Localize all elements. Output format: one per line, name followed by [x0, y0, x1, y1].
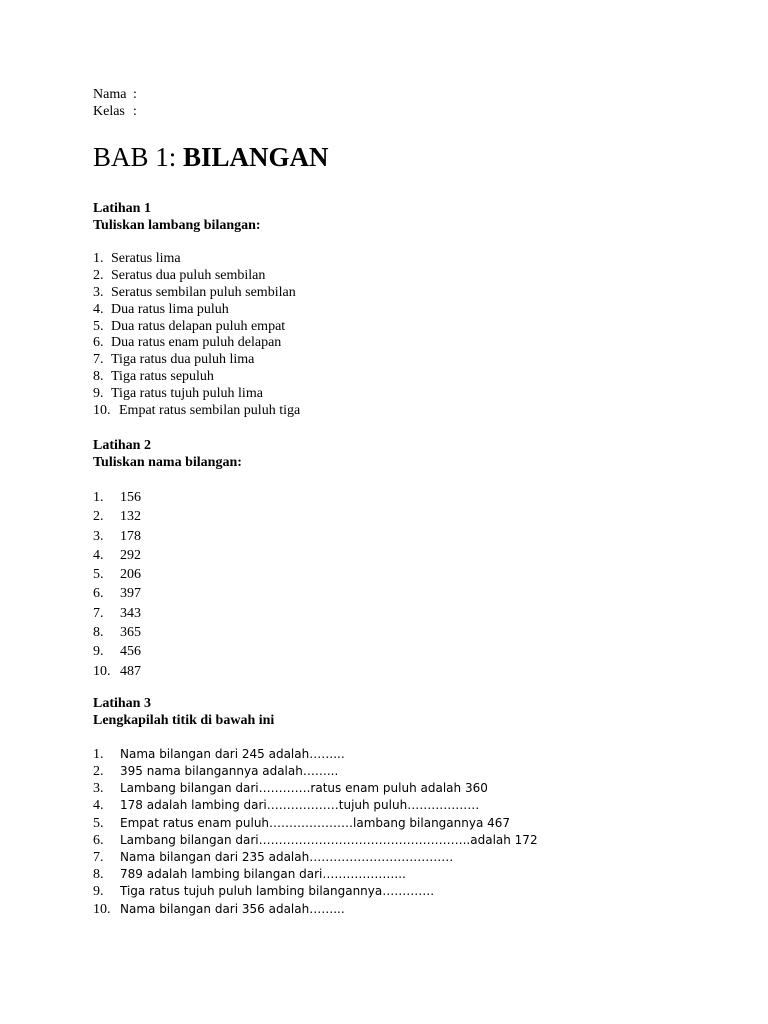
- item-text: Lambang bilangan dari………….ratus enam puluh adalah 360: [120, 781, 488, 796]
- item-text: Tiga ratus sepuluh: [111, 369, 214, 385]
- item-text: Nama bilangan dari 245 adalah……...: [120, 746, 345, 761]
- item-number: 10.: [93, 403, 111, 419]
- list-item: [93, 335, 733, 352]
- chapter-prefix: BAB 1:: [93, 142, 184, 172]
- list-item: [93, 815, 733, 832]
- item-number: 5.: [93, 567, 104, 583]
- item-text: Empat ratus sembilan puluh tiga: [119, 403, 301, 419]
- latihan-3-heading: Latihan 3: [93, 695, 151, 711]
- item-number: 9.: [93, 386, 104, 402]
- item-number: 8.: [93, 867, 104, 883]
- list-item: [93, 527, 733, 546]
- list-item: [93, 565, 733, 584]
- list-item: [93, 662, 733, 681]
- list-item: [93, 546, 733, 565]
- item-text: Seratus sembilan puluh sembilan: [111, 284, 296, 300]
- latihan-1-heading: Latihan 1: [93, 201, 151, 216]
- kelas-separator: :: [133, 104, 137, 119]
- item-text: Dua ratus lima puluh: [111, 301, 229, 317]
- nama-label: Nama: [93, 87, 127, 102]
- list-item: [93, 319, 733, 336]
- nama-separator: :: [133, 87, 137, 102]
- item-number: 10.: [93, 663, 111, 679]
- list-item: [93, 403, 733, 420]
- item-text: 156: [120, 489, 141, 505]
- item-number: 2.: [93, 764, 104, 780]
- item-text: Nama bilangan dari 356 adalah……...: [120, 901, 345, 916]
- item-number: 4.: [93, 547, 104, 563]
- item-number: 1.: [93, 489, 104, 505]
- kelas-field: [93, 103, 733, 120]
- item-text: Tiga ratus dua puluh lima: [111, 352, 255, 368]
- item-text: Tiga ratus tujuh puluh lima: [111, 386, 263, 402]
- item-number: 5.: [93, 318, 104, 334]
- item-text: 343: [120, 605, 141, 621]
- latihan-2-heading: Latihan 2: [93, 437, 151, 453]
- item-text: 178: [120, 528, 141, 544]
- list-item: [93, 901, 733, 918]
- latihan-3-section: [93, 695, 733, 918]
- item-text: 132: [120, 509, 141, 525]
- chapter-name: BILANGAN: [183, 142, 329, 172]
- list-item: [93, 352, 733, 369]
- latihan-1-section: [93, 200, 733, 420]
- item-number: 8.: [93, 369, 104, 385]
- kelas-label: Kelas: [93, 104, 125, 119]
- item-number: 7.: [93, 352, 104, 368]
- nama-field: [93, 86, 733, 103]
- item-text: 487: [120, 663, 141, 679]
- item-number: 7.: [93, 850, 104, 865]
- item-text: 789 adalah lambing bilangan dari………………...: [120, 867, 406, 882]
- latihan-3-instruction: Lengkapilah titik di bawah ini: [93, 712, 275, 728]
- item-text: Seratus dua puluh sembilan: [111, 267, 266, 283]
- item-number: 1.: [93, 251, 104, 266]
- item-text: 292: [120, 547, 141, 563]
- item-number: 2.: [93, 509, 104, 525]
- item-text: Lambang bilangan dari……………………………………………..adalah 172: [120, 832, 538, 847]
- item-number: 3.: [93, 781, 104, 797]
- list-item: [93, 251, 733, 268]
- list-item: [93, 797, 733, 814]
- latihan-2-instruction: Tuliskan nama bilangan:: [93, 454, 242, 470]
- list-item: [93, 832, 733, 849]
- item-text: 456: [120, 644, 141, 660]
- item-number: 10.: [93, 901, 111, 917]
- item-number: 2.: [93, 267, 104, 283]
- item-text: Dua ratus enam puluh delapan: [111, 335, 282, 351]
- item-number: 9.: [93, 884, 104, 900]
- item-text: 206: [120, 567, 141, 583]
- item-number: 8.: [93, 624, 104, 640]
- item-text: 178 adalah lambing dari………………tujuh puluh………………: [120, 798, 480, 813]
- item-text: Dua ratus delapan puluh empat: [111, 318, 286, 334]
- latihan-2-list: [93, 488, 733, 681]
- item-number: 3.: [93, 284, 104, 300]
- latihan-1-instruction: Tuliskan lambang bilangan:: [93, 218, 261, 233]
- list-item: [93, 302, 733, 319]
- list-item: [93, 507, 733, 526]
- item-number: 6.: [93, 832, 104, 848]
- list-item: [93, 763, 733, 780]
- item-number: 4.: [93, 798, 104, 814]
- item-text: 395 nama bilangannya adalah……...: [120, 764, 339, 779]
- list-item: [93, 623, 733, 642]
- list-item: [93, 285, 733, 302]
- list-item: [93, 268, 733, 285]
- item-number: 6.: [93, 335, 104, 351]
- list-item: [93, 488, 733, 507]
- list-item: [93, 642, 733, 661]
- item-number: 9.: [93, 644, 104, 660]
- item-text: 397: [120, 586, 141, 602]
- list-item: [93, 386, 733, 403]
- list-item: [93, 883, 733, 900]
- item-text: Seratus lima: [111, 251, 181, 266]
- worksheet-page: [93, 86, 733, 918]
- list-item: [93, 849, 733, 866]
- item-text: Nama bilangan dari 235 adalah………………………………: [120, 850, 454, 864]
- item-number: 5.: [93, 815, 104, 831]
- list-item: [93, 584, 733, 603]
- list-item: [93, 866, 733, 883]
- item-number: 4.: [93, 301, 104, 317]
- item-text: Tiga ratus tujuh puluh lambing bilangannya………….: [120, 884, 435, 899]
- item-number: 1.: [93, 746, 104, 762]
- latihan-2-section: [93, 437, 733, 681]
- item-number: 7.: [93, 605, 104, 621]
- latihan-1-list: [93, 251, 733, 420]
- latihan-3-list: [93, 746, 733, 918]
- item-number: 6.: [93, 586, 104, 602]
- item-text: 365: [120, 624, 141, 640]
- list-item: [93, 746, 733, 763]
- list-item: [93, 780, 733, 797]
- chapter-title: [93, 140, 733, 174]
- list-item: [93, 369, 733, 386]
- item-number: 3.: [93, 528, 104, 544]
- item-text: Empat ratus enam puluh…………………lambang bilangannya 467: [120, 815, 511, 830]
- list-item: [93, 604, 733, 623]
